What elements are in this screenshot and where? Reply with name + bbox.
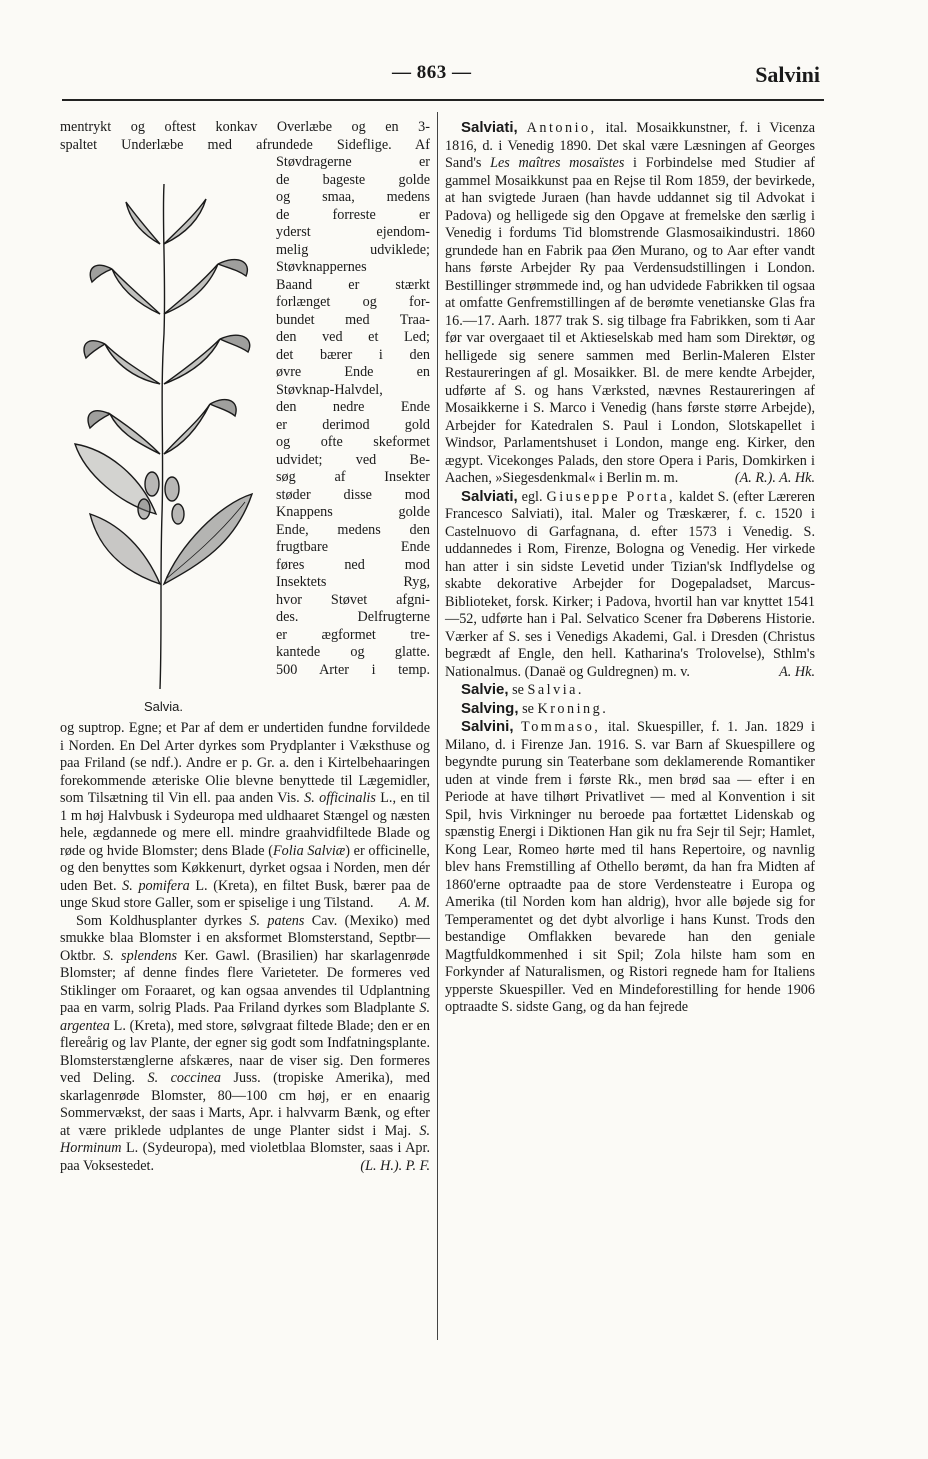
text-line: Ende, medens den xyxy=(276,521,430,538)
page-number: — 863 — xyxy=(392,62,472,83)
salvia-plant-drawing xyxy=(60,154,270,694)
author-signature: (A. R.). A. Hk. xyxy=(734,470,815,486)
author-signature: A. Hk. xyxy=(779,663,815,680)
entry-salvini: Salvini, Tommaso, ital. Skuespiller, f. 1. Jan. 1829 i Milano, d. i Firenze Jan. 1916. S. var Barn af Skuespillere og begyndte purung sin Teaterbane som deklamerende Romantiker uden at vinde frem i første Rk., men brød saa — efter i en Periode at have tilhørt Privatlivet — med al Konvention i sit Spil, hvis Virkninger nu beroede paa fortættet Lidenskab og spænstig Energi i Diktionen Han gik nu fra Sejr til Sejr; Hamlet, Kong Lear, Romeo hørte med til hans Repertoire, og navnlig blev hans Fremstilling af Othello berømt, da han fra Midten af 1860'erne optraadte paa de store Verdensteatre i Europa og Amerika (til Norden kom han aldrig), hvor alle bøjede sig for Temperamentet og det dybt alvorlige i hans Kunst. Trods den bestandige Omflakken bevarede han den geniale Magtfuldkommenhed i sit Spil; Zola hilste ham som en Forkynder af Naturalismen, og Ristori regnede ham for Italiens ypperste Skuespiller. Ved en Mindeforestilling for hende 1906 optraadte S. sidste Gang, og da han fejrede xyxy=(445,718,815,1015)
text-line: hvor Støvet afgni- xyxy=(276,591,430,608)
text-line: føres ned mod xyxy=(276,556,430,573)
running-head: Salvini xyxy=(755,62,820,87)
text-line: det bærer i den xyxy=(276,346,430,363)
text-line: Støvknap-Halvdel, xyxy=(276,381,383,398)
text-line: melig udviklede; xyxy=(276,241,430,258)
author-signature: A. M. xyxy=(398,895,430,911)
entry-salving: Salving, se Kroning. xyxy=(461,699,609,717)
salvia-illustration xyxy=(60,154,270,720)
headword: Salvie, xyxy=(461,681,509,698)
entry-salviati-giuseppe: Salviati, egl. Giuseppe Porta, kaldet S. (efter Læreren Francesco Salviati), ital. Maler og Træskærer, f. c. 1520 i Castelnuovo di Garfagnana, d. efter 1573 i Venedig. S. uddannedes i Rom, Firenze, Bologna og Venedig. Her virkede han atter i sin sidste Levetid under Tizian'sk Indflydelse og skabte dekorative Arbejder for Dogepaladset, Marcus-Biblioteket, forsk. Kirker; i Padova, hvortil han var knyttet 1541—52, udførte han i Pal. Selvatico Scener fra Døberens Historie. Værker af S. ses i Venedigs Akademi, Gal. i Dresden (Christus begrædt af Engle, den hell. Katharina's Trolovelse), Sthlm's Nationalmus. (Danaë og Guldregnen) m. v. A. Hk. xyxy=(445,487,815,680)
text-line: Støvdragerne er xyxy=(276,154,430,170)
text-line: er derimod gold xyxy=(276,416,430,433)
header-rule xyxy=(62,99,824,101)
text-line: udvidet; ved Be- xyxy=(276,451,430,468)
text-line: og ofte skeformet xyxy=(276,434,430,450)
paragraph: Som Koldhusplanter dyrkes S. patens Cav. (Mexiko) med smukke blaa Blomster i en aksformet Blomsterstand, Septbr—Oktbr. S. splendens Ker. Gawl. (Brasilien) har skarlagenrøde Blomster; af denne findes flere Varieteter. De formeres ved Stiklinger om Foraaret, og kan ogsaa anvendes til Udplantning paa en varm, solrig Plads. Paa Friland dyrkes som Bladplante S. argentea L. (Kreta), med store, sølvgraat filtede Blade; den er en flereårig og lav Plante, der egner sig godt som Indfatningsplante. Blomsterstænglerne afskæres, naar de viser sig. Den formeres ved Deling. S. coccinea Juss. (tropiske Amerika), med skarlagenrøde Blomster, 80—100 cm høj, er en enaarig Sommervækst, der saas i Marts, Apr. i halvvarm Bænk, og efter at være priklede udplantes de unge Planter sidst i Maj. S. Horminum L. (Sydeuropa), med violetblaa Blomster, saas i Apr. paa Voksestedet. (L. H.). P. F. xyxy=(60,912,430,1174)
headword: Salvini, xyxy=(461,718,514,735)
text-line: Knappens golde xyxy=(276,504,430,520)
text-line: støder disse mod xyxy=(276,486,430,503)
text-line: forlænget og for- xyxy=(276,294,430,310)
headword: Salviati, xyxy=(461,119,518,136)
page-header xyxy=(0,62,928,92)
text-line: er ægformet tre- xyxy=(276,626,430,643)
text-line: de bageste golde xyxy=(276,171,430,188)
headword: Salviati, xyxy=(461,487,518,505)
text-line: de forreste er xyxy=(276,206,430,223)
headword: Salving, xyxy=(461,699,519,717)
entry-salvie: Salvie, se Salvia. xyxy=(461,681,584,698)
text-line: kantede og glatte. xyxy=(276,644,430,660)
text-line: 500 Arter i temp. xyxy=(276,661,430,678)
text-line: den nedre Ende xyxy=(276,399,430,415)
text-line: øvre Ende en xyxy=(276,364,430,380)
text-line: bundet med Traa- xyxy=(276,311,430,328)
text-line: spaltet Underlæbe med afrundede Sideflige. Af xyxy=(60,136,430,153)
text-line: søg af Insekter xyxy=(276,469,430,485)
text-line: Baand er stærkt xyxy=(276,276,430,293)
text-line: Insektets Ryg, xyxy=(276,574,430,590)
author-signature: (L. H.). P. F. xyxy=(360,1157,430,1174)
left-column xyxy=(60,119,430,1175)
text-line: den ved et Led; xyxy=(276,329,430,345)
entry-salviati-antonio: Salviati, Antonio, ital. Mosaikkunstner, f. i Vicenza 1816, d. i Venedig 1890. Det skal være Læsningen af Georges Sand's Les maîtres mosaïstes i Forbindelse med Studier af gammel Mosaikkunst paa en Rejse til Rom 1859, der bevirkede, at han svigtede Juraen (han havde uddannet sig til Advokat i Padova) og helligede sig den Opgave at fremelske den særlig i Venedig i fordums Tid blomstrende Glasmosaikindustri. 1860 grundede han en Fabrik paa Øen Murano, og to Aar efter vandt hans første Arbejder Ry paa Verdensudstillingen i London. Bestillinger strømmede ind, og han udvidede Fabrikken til ogsaa at omfatte Genfremstillingen af de berømte venetianske Glas fra 16.—17. Aarh. 1877 trak S. sig tilbage fra Fabrikken, som ti Aar før var overgaaet til et Aktieselskab med ham som Direktør, og helligede sig senere sammen med Berlin-Maleren Elster Restaureringen af gl. Mosaikker. Bl. de mere kendte Arbejder, udførte af S. og hans Værksted, nævnes Restaureringen af Mosaikkerne i S. Marco i Venedig (hans første større Arbejde), Arbejder for Katedralen S. Paul i London, Slotskapellet i Windsor, Parlamentshuset i London, mange eng. Kirker, den ægypt. Vicekonges Palads, den store Opera i Paris, Domkirken i Aachen, »Siegesdenkmal« i Berlin m. m. (A. R.). A. Hk. xyxy=(445,119,815,486)
text-line: mentrykt og oftest konkav Overlæbe og en 3- xyxy=(60,119,430,135)
figure-caption: Salvia. xyxy=(144,699,184,714)
column-divider xyxy=(437,112,438,1340)
text-line: des. Delfrugterne xyxy=(276,609,430,625)
text-line: og smaa, medens xyxy=(276,189,430,205)
text-line: frugtbare Ende xyxy=(276,539,430,555)
right-column xyxy=(445,119,815,1017)
text-line: Støvknappernes xyxy=(276,259,367,275)
text-line: yderst ejendom- xyxy=(276,224,430,240)
paragraph: og suptrop. Egne; et Par af dem er undertiden fundne forvildede i Norden. En Del Arter dyrkes som Prydplanter i Væksthuse og paa Friland (se ndf.). Andre er p. Gr. a. den i Kirtelbehaaringen forekommende æteriske Olie blevne benyttede til Lægemidler, som Tilsætning til Vin ell. paa anden Vis. S. officinalis L., en til 1 m høj Halvbusk i Sydeuropa med uldhaaret Stængel og næsten hele, ægdannede og mere ell. mindre graahvidfiltede Blade og røde og hvide Blomster; dens Blade (Folia Salviæ) er officinelle, og den benyttes som Køkkenurt, dyrket ogsaa i Norden, men dér uden Bet. S. pomifera L. (Kreta), en filtet Busk, bærer paa de unge Skud store Galler, som er spiselige i ung Tilstand. A. M. xyxy=(60,720,431,911)
